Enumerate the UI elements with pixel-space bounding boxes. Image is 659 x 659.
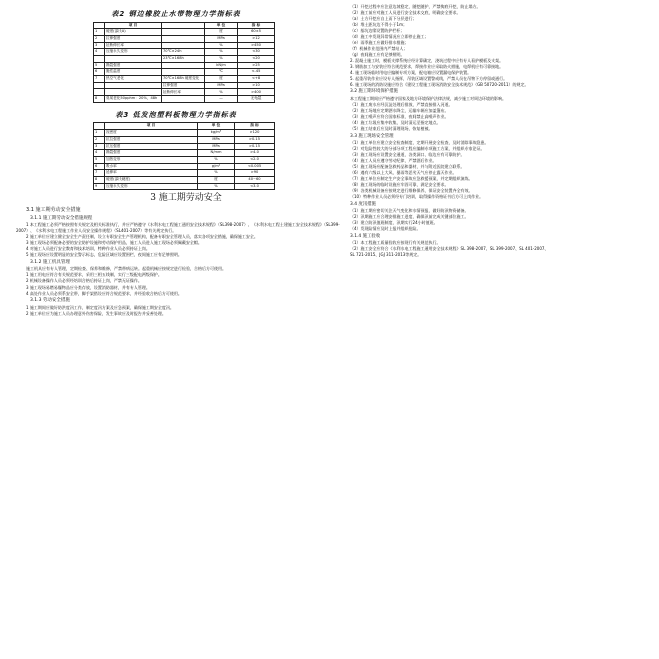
table2-cell: 脆性温度 xyxy=(105,69,162,76)
table2-cell: 8 xyxy=(94,96,105,103)
heading-3-1-3: 3.1.3 劳动安全措施 xyxy=(30,298,70,304)
table3-cell: 度 xyxy=(198,176,235,183)
table2-title: 表2 钢边橡胶止水带物理力学指标表 xyxy=(111,10,241,18)
table2-cell xyxy=(94,82,105,89)
text-line: 2. 混凝土施工时，模板支撑系统应经计算确定，浇筑过程中应有专人看护模板及支架。 xyxy=(350,57,504,63)
table2-cell: 4 xyxy=(94,49,105,56)
table2-row xyxy=(94,69,275,76)
table3-row xyxy=(94,143,275,150)
text-line: （4）施工垃圾应集中收集，及时清运至指定地点。 xyxy=(350,119,441,125)
heading-3-1-1: 3.1.1 施工期劳动安全措施规程 xyxy=(30,215,93,221)
text-line: （2）对危险性较大的分部分项工程应编制专项施工方案，并组织专家论证。 xyxy=(350,146,485,152)
table2-cell xyxy=(105,89,162,96)
table2-cell: kN/m xyxy=(205,62,238,69)
table2-cell: 3 xyxy=(94,42,105,49)
table2-header-cell xyxy=(162,22,205,29)
table2-cell: 压缩永久变形 xyxy=(105,49,162,56)
table2-cell: <20 xyxy=(238,56,275,63)
table3-cell: 6 xyxy=(94,163,105,170)
table3-row xyxy=(94,170,275,177)
paragraph: 1 施工期间应做好防洪度汛工作，制定度汛方案及应急预案，确保施工期安全度汛。 xyxy=(26,304,174,310)
table2-cell: 70℃×168h 硬度变化 xyxy=(162,76,205,83)
text-line: （1）施工期应密切关注天气变化和水情预报，做好防汛物资储备。 xyxy=(350,208,469,214)
table3-cell: >90 xyxy=(235,170,275,177)
text-line: SL 721-2015、JGJ 311-2013等规定。 xyxy=(350,252,422,258)
table3-cell: 8 xyxy=(94,176,105,183)
table3-cell: <0.005 xyxy=(235,163,275,170)
table2-cell: % xyxy=(205,56,238,63)
text-line: （c）基坑边缘设置防护栏杆； xyxy=(350,27,405,33)
table3-cell: >4.0 xyxy=(235,150,275,157)
text-line: （2）施工前应对施工人员进行安全技术交底，明确安全要求。 xyxy=(350,9,461,15)
table3-cell: kg/m³ xyxy=(198,130,235,137)
heading-3-1: 3.1 施工期劳动安全措施 xyxy=(26,206,81,213)
table3-header-cell: 项 目 xyxy=(105,123,198,130)
table3-header-cell: 单 位 xyxy=(198,123,235,130)
table3-cell: 1 xyxy=(94,130,105,137)
table3-cell: >120 xyxy=(235,130,275,137)
table3-header-cell xyxy=(94,123,105,130)
table2-cell xyxy=(162,69,205,76)
table2-row xyxy=(94,42,275,49)
paragraph: 2 施工单位应建立健全安全生产责任制，设立专职安全生产管理机构，配备专职安全管理人员，落实各项安全措施，确保施工安全。 xyxy=(26,233,258,239)
table3-cell: >0.15 xyxy=(235,136,275,143)
table2-cell: ℃ xyxy=(205,69,238,76)
table2 xyxy=(93,22,275,103)
table2-cell: % xyxy=(205,42,238,49)
table2-cell: 扯断伸长率 xyxy=(162,89,205,96)
section-title: 3 施工期劳动安全 xyxy=(150,193,222,204)
table2-row xyxy=(94,56,275,63)
table2-row xyxy=(94,29,275,36)
text-line: 5. 起重吊装作业应设专人指挥，吊装区域设置警戒线，严禁人员在吊物下方停留或通行。 xyxy=(350,75,508,81)
table2-row xyxy=(94,96,275,103)
table2-cell: >25 xyxy=(238,62,275,69)
table2-row xyxy=(94,35,275,42)
table3-cell: g/m² xyxy=(198,163,235,170)
table2-cell: 70℃×24h xyxy=(162,49,205,56)
table2-cell: 度 xyxy=(205,76,238,83)
table2-cell: 扯断伸长率 xyxy=(105,42,162,49)
table2-row xyxy=(94,49,275,56)
table2-cell xyxy=(94,56,105,63)
table3-row xyxy=(94,183,275,190)
text-line: （5）施工结束后应及时清理现场，恢复植被。 xyxy=(350,125,433,131)
table2-cell: 臭氧老化50pphm：20%，48h xyxy=(105,96,162,103)
table3-cell: 抗压强度 xyxy=(105,143,198,150)
table3-cell: 撕裂强度 xyxy=(105,150,198,157)
table2-header-cell: 项 目 xyxy=(105,22,162,29)
table2-cell: <30 xyxy=(238,49,275,56)
text-line: 4. 施工现场临时用电应编制专项方案，配电箱应设置漏电保护装置。 xyxy=(350,69,472,75)
table2-cell xyxy=(162,35,205,42)
table2-header-cell: 指 标 xyxy=(238,22,275,29)
table2-cell xyxy=(105,82,162,89)
text-line: （7）施工单位应制定生产安全事故应急救援预案，并定期组织演练。 xyxy=(350,176,473,181)
heading-3-1-2: 3.1.2 施工机具管理 xyxy=(30,259,70,265)
table2-cell: >400 xyxy=(238,89,275,96)
paragraph: 2 施工单位应为施工人员办理意外伤害保险，发生事故应及时报告并妥善处理。 xyxy=(26,310,166,316)
text-line: （5）施工现场应配备急救药品和器材，并与附近医院建立联系。 xyxy=(350,164,465,170)
table2-cell xyxy=(162,29,205,36)
table3-header-cell: 指 标 xyxy=(235,123,275,130)
table2-cell: 60±5 xyxy=(238,29,275,36)
text-line: （1）施工废水应经沉淀处理后排放，严禁直接排入河道。 xyxy=(350,101,453,107)
table2-cell: 1 xyxy=(94,29,105,36)
table3-cell: % xyxy=(198,156,235,163)
section-heading: 3.1.4 施工验收 xyxy=(350,233,381,239)
text-line: 6. 施工现场的消防设施应符合《建设工程施工现场消防安全技术规范》（GB 50720-2011）的规定。 xyxy=(350,81,529,87)
table3-cell: 7 xyxy=(94,170,105,177)
table2-cell: 热空气老化 xyxy=(105,76,162,83)
table3-cell: <2.0 xyxy=(235,156,275,163)
text-line: （f）机械作业范围内严禁站人； xyxy=(350,45,408,51)
paragraph: 施工机具应有专人管理，定期检查、保养和维修，严禁带病运转。起重机械应按规定进行检验，合格后方可使用。 xyxy=(26,266,226,272)
paragraph: 2 机械设备操作人员必须经培训合格后持证上岗，严禁无证操作。 xyxy=(26,278,142,284)
table2-cell: 无龟裂 xyxy=(238,96,275,103)
text-line: （4）发现险情应及时上报并组织抢险。 xyxy=(350,226,421,232)
table2-cell xyxy=(162,42,205,49)
table2-cell: 拉伸强度 xyxy=(162,82,205,89)
table2-cell: % xyxy=(205,49,238,56)
table3-cell: % xyxy=(198,170,235,177)
table3-row xyxy=(94,163,275,170)
table2-row xyxy=(94,76,275,83)
table2-row xyxy=(94,89,275,96)
table2-row xyxy=(94,82,275,89)
table3-cell: 40~60 xyxy=(235,176,275,183)
text-line: （2）施工安全应符合《水利水电工程施工通用安全技术规程》SL 398-2007、SL 399-2007、SL 401-2007、 xyxy=(350,246,549,252)
table2-cell xyxy=(162,96,205,103)
table2-cell: >10 xyxy=(238,82,275,89)
table2-header-cell xyxy=(94,22,105,29)
table2-header xyxy=(94,22,275,29)
paragraph: 1 施工用电应符合有关规范要求，采用三相五线制，实行三级配电两级保护。 xyxy=(26,272,162,278)
table2-cell xyxy=(162,62,205,69)
table2-cell: 6 xyxy=(94,69,105,76)
table2-cell: 拉伸强度 xyxy=(105,35,162,42)
table3-cell: 3 xyxy=(94,143,105,150)
table3-header xyxy=(94,123,275,130)
section-heading: 3.2 施工期环境保护措施 xyxy=(350,89,398,95)
table2-cell: >450 xyxy=(238,42,275,49)
table3-cell: 抗拉强度 xyxy=(105,136,198,143)
text-line: （9）各类机械设备应按规定进行维修保养，保证安全装置齐全有效。 xyxy=(350,187,473,193)
table2-cell: 7 xyxy=(94,76,105,83)
table3-cell: 4 xyxy=(94,150,105,157)
text-line: （d）施工中发现异常情况应立即停止施工； xyxy=(350,33,429,39)
table3-row xyxy=(94,130,275,137)
table2-cell: 5 xyxy=(94,62,105,69)
table3-row xyxy=(94,156,275,163)
table3-cell: 9 xyxy=(94,183,105,190)
table2-cell: 度 xyxy=(205,29,238,36)
table2-cell: <-45 xyxy=(238,69,275,76)
table3-cell: >0.15 xyxy=(235,143,275,150)
table2-cell: MPa xyxy=(205,82,238,89)
text-line: （2）施工场地应定期洒水降尘，运输车辆应加盖篷布。 xyxy=(350,107,449,113)
text-line: （3）施工现场应设置安全通道，各类洞口、临边应有可靠防护。 xyxy=(350,152,465,158)
text-line: 本工程施工期间应严格遵守国家及地方环境保护法律法规，减少施工对周边环境的影响。 xyxy=(350,95,506,101)
text-line: （g）夜间施工应有足够照明。 xyxy=(350,51,405,57)
table3-row xyxy=(94,150,275,157)
text-line: （3）施工噪声应符合国家标准，夜间禁止高噪声作业。 xyxy=(350,113,449,119)
table3-cell: MPa xyxy=(198,136,235,143)
table2-cell: 23℃×168h xyxy=(162,56,205,63)
table3-cell: 加热变形 xyxy=(105,156,198,163)
text-line: （4）施工人员应遵守劳动纪律，严禁酒后作业。 xyxy=(350,158,437,164)
text-line: （e）雨季施工应做好排水措施； xyxy=(350,39,409,45)
text-line: （3）建立防汛值班制度，汛期实行24小时值班。 xyxy=(350,220,438,226)
table3-cell: <3.0 xyxy=(235,183,275,190)
table2-cell: 撕裂强度 xyxy=(105,62,162,69)
table3-title: 表3 低发泡塑料板物理力学指标表 xyxy=(115,110,237,119)
paragraph: 3 施工现场易燃易爆物品应分类存放，设置消防器材，并有专人管理。 xyxy=(26,284,150,290)
table2-cell xyxy=(94,89,105,96)
section-heading: 3.4 度汛措施 xyxy=(350,201,376,207)
left-column xyxy=(6,4,346,317)
table2-cell: % xyxy=(205,89,238,96)
table3 xyxy=(93,122,275,190)
paragraph: 5 施工现场应设置明显的安全警示标志，危险区域应设置围栏，夜间施工应有足够照明。 xyxy=(26,252,182,258)
table3-cell: 压缩永久变形 xyxy=(105,183,198,190)
table3-row xyxy=(94,136,275,143)
paragraph: 4 对施工人员进行安全教育和技术培训，特种作业人员必须持证上岗。 xyxy=(26,245,150,251)
right-column xyxy=(350,4,653,258)
table2-cell xyxy=(105,56,162,63)
table2-cell: MPa xyxy=(205,35,238,42)
table2-row xyxy=(94,62,275,69)
text-line: （6）遇有六级以上大风、暴雨等恶劣天气应停止露天作业。 xyxy=(350,170,457,176)
table2-cell: <+8 xyxy=(238,76,275,83)
table2-cell: >12 xyxy=(238,35,275,42)
table2-cell: 2 xyxy=(94,35,105,42)
table3-row xyxy=(94,176,275,183)
table3-cell: 5 xyxy=(94,156,105,163)
table2-header-cell: 单 位 xyxy=(205,22,238,29)
table3-cell: % xyxy=(198,183,235,190)
table3-cell: N/mm xyxy=(198,150,235,157)
table3-cell: 硬度(邵氏硬度) xyxy=(105,176,198,183)
text-line: 3. 钢筋加工与安装应符合规范要求，焊接作业应采取防火措施，电焊机应有可靠接地。 xyxy=(350,63,504,69)
paragraph: 3 施工现场必须配备必要的安全防护设施和劳动保护用品，施工人员进入施工现场必须佩戴安全帽。 xyxy=(26,239,202,245)
section-heading: 3.3 施工现场安全管理 xyxy=(350,133,394,139)
text-line: （1）本工程施工质量验收应按现行有关规范执行。 xyxy=(350,240,441,246)
text-line: （b）堆土距坑边不得小于1m； xyxy=(350,21,407,27)
paragraph: 4 高处作业人员必须系安全带，脚手架搭设应符合规范要求，并经验收合格后方可使用。 xyxy=(26,290,182,296)
table2-cell: 硬度(邵氏A) xyxy=(105,29,162,36)
table3-cell: MPa xyxy=(198,143,235,150)
table2-cell: — xyxy=(205,96,238,103)
text-line: （a）土方开挖应自上而下分层进行； xyxy=(350,15,417,21)
table3-cell: 视密度 xyxy=(105,130,198,137)
text-line: （8）施工现场的临时设施应牢固可靠，满足安全要求。 xyxy=(350,181,449,187)
paragraph: 1 本工程施工必须严格按照有关规定及相关标准执行，并应严格遵守《水利水电工程施工通用安全技术规程》（SL398-2007）、《水利水电工程土建施工安全技术规程》（SL399-2007）、《水利水电工程施工作业人员安全操作规程》（SL401-2007）等有关规定执行。 xyxy=(16,222,340,233)
text-line: （10）特种作业人员必须经专门培训，取得操作资格证书后方可上岗作业。 xyxy=(350,193,484,199)
text-line: （2）汛期施工应合理安排施工进度，确保汛前完成关键部位施工。 xyxy=(350,214,469,220)
table3-cell: 吸水率 xyxy=(105,163,198,170)
table3-cell: 2 xyxy=(94,136,105,143)
text-line: （1）施工单位应建立安全检查制度，定期开展安全检查，及时消除事故隐患。 xyxy=(350,140,489,146)
text-line: （1）开挖过程中应注意边坡稳定，随挖随护，严禁掏底开挖，防止塌方。 xyxy=(350,4,481,9)
table3-cell: 延伸率 xyxy=(105,170,198,177)
